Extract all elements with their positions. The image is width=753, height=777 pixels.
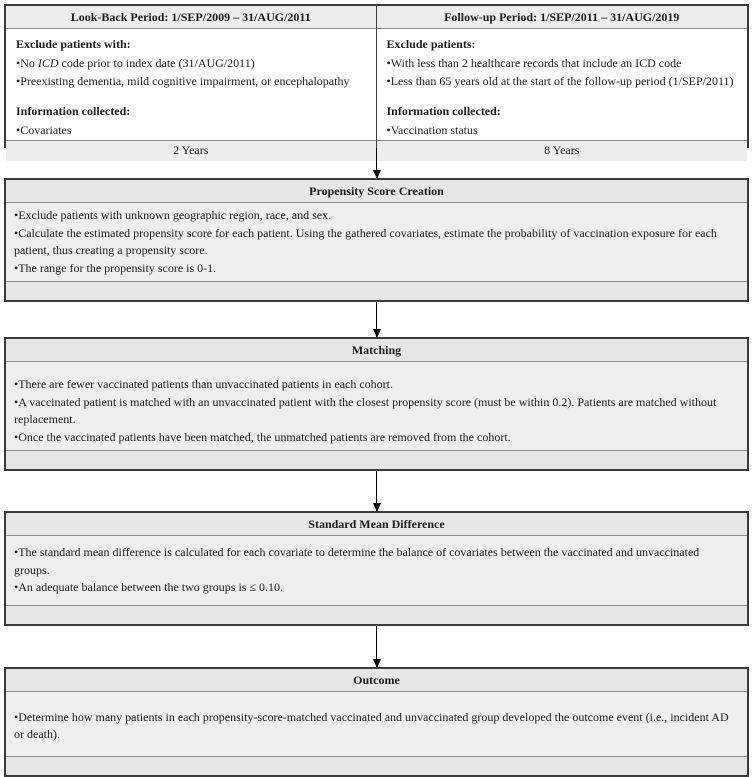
section-title: Standard Mean Difference [6,513,747,536]
bullet-item: • Less than 65 years old at the start of the follow-up period (1/SEP/2011) [387,72,736,91]
bullet-item: • A vaccinated patient is matched with an unvaccinated patient with the closest propensity score (must be within 0.2). Patients are matched without replacement. [14,394,737,429]
section-body [6,203,747,281]
section-bullet-list [14,207,737,277]
section-standard-mean-difference [4,511,749,626]
lookback-info-list [16,121,364,140]
lookback-column [6,6,377,161]
section-outcome [4,667,749,777]
bullet-item: • There are fewer vaccinated patients than unvaccinated patients in each cohort. [14,376,737,394]
bullet-item: • Exclude patients with unknown geographic region, race, and sex. [14,207,737,225]
flow-arrow-2 [376,302,377,337]
section-title: Propensity Score Creation [6,180,747,203]
bullet-item: • Vaccination status [387,121,736,140]
timeline-box [4,4,749,157]
section-bullet-list [14,376,737,446]
bullet-item: • The range for the propensity score is 0-1. [14,260,737,278]
followup-exclude-list [387,54,736,91]
section-matching [4,337,749,471]
section-title: Matching [6,339,747,362]
section-footer-strip [6,756,747,775]
lookback-info-heading: Information collected: [16,104,131,119]
lookback-duration-label: 2 Years [6,140,376,161]
bullet-item: • Calculate the estimated propensity score for each patient. Using the gathered covariates, estimate the probability of vaccination exposure for each patient, thus creating a propensity score. [14,225,737,260]
followup-info-heading: Information collected: [386,104,501,119]
section-title: Outcome [6,669,747,692]
followup-body [377,29,748,140]
section-bullet-list [14,709,737,744]
section-body [6,536,747,605]
section-footer-strip [6,281,747,300]
section-body [6,692,747,756]
followup-duration-label: 8 Years [377,140,748,161]
lookback-period-header: Look-Back Period: 1/SEP/2009 – 31/AUG/2011 [6,6,376,29]
lookback-exclude-heading: Exclude patients with: [16,37,131,51]
bullet-item: • An adequate balance between the two groups is ≤ 0.10. [14,579,737,597]
bullet-item: • No ICD code prior to index date (31/AUG/2011) [16,54,364,73]
flow-arrow-3 [376,471,377,511]
followup-column [377,6,748,161]
bullet-item: • The standard mean difference is calculated for each covariate to determine the balance of covariates between the vaccinated and unvaccinated groups. [14,544,737,579]
followup-exclude-heading: Exclude patients: [386,37,476,51]
lookback-body [6,29,376,140]
bullet-item: • Covariates [16,121,364,140]
lookback-exclude-list [16,54,364,91]
followup-info-list [387,121,736,140]
followup-period-header: Follow-up Period: 1/SEP/2011 – 31/AUG/2019 [377,6,748,29]
bullet-item: • Determine how many patients in each propensity-score-matched vaccinated and unvaccinated group developed the outcome event (i.e., incident AD or death). [14,709,737,744]
flow-arrow-1 [376,148,377,178]
bullet-item: • Preexisting dementia, mild cognitive impairment, or encephalopathy [16,72,364,91]
bullet-item: • Once the vaccinated patients have been matched, the unmatched patients are removed from the cohort. [14,429,737,447]
section-footer-strip [6,605,747,624]
bullet-item: • With less than 2 healthcare records that include an ICD code [387,54,736,73]
section-bullet-list [14,544,737,597]
section-footer-strip [6,450,747,469]
section-propensity-score [4,178,749,302]
flow-arrow-4 [376,626,377,667]
section-body [6,362,747,450]
